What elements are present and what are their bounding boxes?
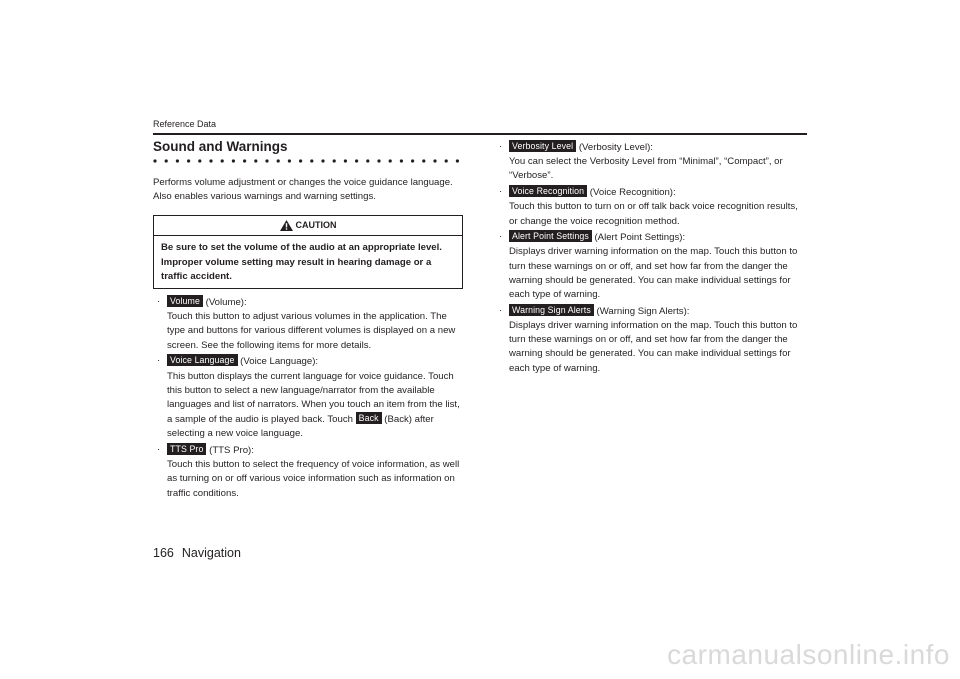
leader-dot [232, 159, 235, 162]
volume-title: (Volume): [202, 297, 247, 308]
footer-section-name: Navigation [181, 546, 241, 560]
voice-recognition-button: Voice Recognition [509, 185, 587, 197]
leader-dot [422, 159, 425, 162]
leader-dot [153, 159, 156, 162]
watermark: carmanualsonline.info [667, 639, 950, 670]
leader-dot [445, 159, 448, 162]
leader-dot [411, 159, 414, 162]
tts-pro-desc: Touch this button to select the frequency of voice information, as well as turning on or off various voice information such as information on traffic conditions. [167, 459, 460, 499]
volume-desc: Touch this button to adjust various volumes in the application. The type and buttons for various different volumes is displayed on a new screen. See the following items for more details. [167, 311, 456, 351]
voice-recognition-title: (Voice Recognition): [587, 187, 676, 199]
leader-dot [433, 159, 436, 162]
section-intro: Performs volume adjustment or changes the voice guidance language. Also enables various warnings and warning settings. [153, 177, 453, 203]
voice-language-title: (Voice Language): [237, 356, 319, 368]
leader-dot [344, 159, 347, 162]
leader-dot [321, 159, 324, 162]
leader-dot [299, 159, 302, 162]
leader-dot [277, 159, 280, 162]
verbosity-desc: You can select the Verbosity Level from “Minimal”, “Compact”, or “Verbose”. [509, 156, 783, 182]
leader-dot [187, 159, 190, 162]
alert-point-title: (Alert Point Settings): [591, 232, 686, 244]
list-item-warning-sign: · Warning Sign Alerts (Warning Sign Alerts): Displays driver warning information on the map. Touch this button to turn these warnings on or off, and set how far from the danger the warning should be generated. You can make individual settings for each type of warning. [499, 304, 798, 374]
tts-pro-title: (TTS Pro): [206, 445, 254, 457]
list-item-verbosity: · Verbosity Level (Verbosity Level): You can select the Verbosity Level from “Minimal”, “Compact”, or “Verbose”. [499, 141, 783, 182]
leader-dot [288, 159, 291, 162]
verbosity-title: (Verbosity Level): [576, 142, 653, 153]
leader-dot [333, 159, 336, 162]
leader-dot [265, 159, 268, 162]
leader-dot [310, 159, 313, 162]
caution-label: CAUTION [295, 220, 337, 230]
leader-dot [221, 159, 224, 162]
alert-point-desc: Displays driver warning information on the map. Touch this button to turn these warnings on or off, and set how far from the danger the warning should be generated. You can make individual settings for each type of warning. [509, 246, 798, 301]
caution-text: Be sure to set the volume of the audio at an appropriate level. Improper volume setting may result in hearing damage or a traffic accident. [161, 242, 442, 283]
leader-dot [254, 159, 257, 162]
voice-language-desc-end: (Back) after selecting a new voice language. [167, 414, 434, 440]
header-rule [153, 133, 807, 135]
warning-triangle-icon [280, 220, 293, 231]
list-item-alert-point: · Alert Point Settings (Alert Point Settings): Displays driver warning information on the map. Touch this button to turn these warnings on or off, and set how far from the danger the warning should be generated. You can make individual settings for each type of warning. [499, 231, 798, 301]
leader-dot [355, 159, 358, 162]
leader-dot [198, 159, 201, 162]
back-button: Back [356, 412, 382, 424]
section-title: Sound and Warnings [153, 139, 288, 154]
tts-pro-button: TTS Pro [167, 443, 206, 455]
leader-dot [400, 159, 403, 162]
voice-language-button: Voice Language [167, 354, 238, 366]
leader-dot [165, 159, 168, 162]
leader-dot [377, 159, 380, 162]
running-head: Reference Data [153, 119, 217, 129]
page-number: 166 [153, 546, 174, 560]
leader-dot [456, 159, 459, 162]
warning-sign-title: (Warning Sign Alerts): [593, 305, 690, 317]
list-item-volume: · Volume (Volume): Touch this button to adjust various volumes in the application. The type and buttons for various different volumes is displayed on a new screen. See the following items for more details. [157, 296, 456, 351]
caution-box [153, 215, 463, 289]
page-footer [153, 546, 241, 560]
voice-language-desc: This button displays the current language for voice guidance. Touch this button to select a new language/narrator from the available languages and list of narrators. When you touch an item from the list, a sample of the audio is played back. Touch [167, 370, 460, 426]
leader-dot [176, 159, 179, 162]
leader-dot [209, 159, 212, 162]
warning-sign-alerts-button: Warning Sign Alerts [509, 304, 594, 316]
list-item-tts-pro: · TTS Pro (TTS Pro): Touch this button to select the frequency of voice information, as well as turning on or off various voice information such as information on traffic conditions. [157, 444, 460, 499]
leader-dot [243, 159, 246, 162]
leader-dot [366, 159, 369, 162]
dot-leader-graphic [153, 157, 465, 165]
list-item-voice-language: · Voice Language (Voice Language): This button displays the current language for voice guidance. Touch this button to select a new language/narrator from the available languages and list of narrators. When you touch an item from the list, a sample of the audio is played back. Touch Back (Back) after selecting a new voice language. [157, 355, 460, 440]
volume-button: Volume [167, 295, 203, 307]
leader-dot [389, 159, 392, 162]
voice-recognition-desc: Touch this button to turn on or off talk back voice recognition results, or change the voice recognition method. [509, 201, 798, 227]
right-column-items [495, 140, 807, 377]
warning-sign-desc: Displays driver warning information on the map. Touch this button to turn these warnings on or off, and set how far from the danger the warning should be generated. You can make individual settings for each type of warning. [509, 319, 798, 374]
left-column-items [153, 295, 465, 502]
caution-header [154, 216, 462, 236]
list-item-voice-recognition: · Voice Recognition (Voice Recognition): Touch this button to turn on or off talk back voice recognition results, or change the voice recognition method. [499, 186, 798, 227]
title-dot-leader [153, 157, 465, 165]
alert-point-settings-button: Alert Point Settings [509, 230, 592, 242]
verbosity-level-button: Verbosity Level [509, 140, 576, 152]
